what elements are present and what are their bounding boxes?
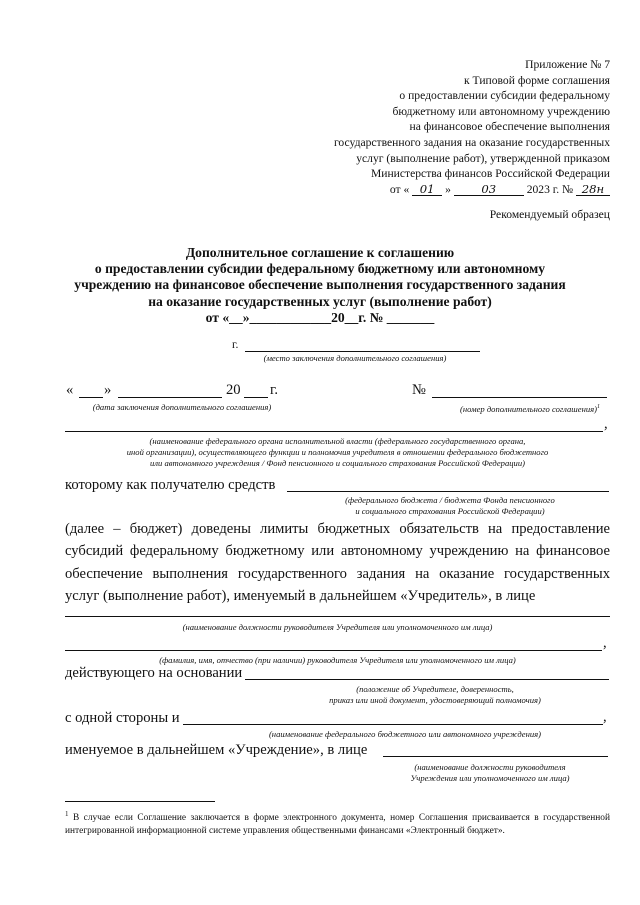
founder-name-caption: (фамилия, имя, отчество (при наличии) руководителя Учредителя или уполномоченного им лица) <box>159 655 516 665</box>
appendix-line: Приложение № 7 <box>525 58 610 71</box>
number-caption: (номер дополнительного соглашения)$^1$ <box>460 403 600 414</box>
date-year-field[interactable] <box>244 383 268 398</box>
main-paragraph: (далее – бюджет) доведены лимиты бюджетных обязательств на предоставление субсидий федеральному бюджетному или автономному учреждению на финансовое обеспечение выполнения государственного задания на оказание государственных услуг (выполнение работ), именуемый в дальнейшем «Учредитель», в лице <box>65 521 610 605</box>
recommended-sample-label: Рекомендуемый образец <box>489 208 610 221</box>
founder-position-field[interactable] <box>65 614 610 617</box>
authority-field[interactable] <box>65 419 603 432</box>
basis-label: действующего на основании <box>65 665 243 681</box>
document-title <box>40 245 600 326</box>
founder-name-comma: , <box>603 635 607 651</box>
appendix-date-line: от « 01 » 03 2023 г. № 28н <box>280 182 610 198</box>
footnote-text: В случае если Соглашение заключается в форме электронного документа, номер Соглашения присваивается в государственной интегрированной информационной системе управления общественными финансами «Электронный бюджет». <box>65 813 610 836</box>
title-line: Дополнительное соглашение к соглашению <box>185 245 455 260</box>
place-field[interactable] <box>245 339 480 352</box>
appendix-line: бюджетному или автономному учреждению <box>392 104 610 118</box>
date-quote-close: » <box>104 382 112 398</box>
title-date-line: от «__»____________20__г. № _______ <box>205 309 435 325</box>
footnote-ref: 1 <box>597 404 600 410</box>
party-caption: (наименование федерального бюджетного или автономного учреждения) <box>268 729 542 739</box>
appendix-line: к Типовой форме соглашения <box>464 73 610 87</box>
appendix-date-month: 03 <box>454 183 524 196</box>
founder-name-field[interactable] <box>65 638 602 651</box>
founder-position-caption: (наименование должности руководителя Учредителя или уполномоченного им лица) <box>182 622 493 632</box>
number-prefix: № <box>412 382 426 398</box>
title-line: на оказание государственных услуг (выполнение работ) <box>148 293 492 309</box>
date-year-prefix: 20 <box>226 382 241 398</box>
authority-caption: (наименование федерального органа исполнительной власти (федерального государственного органа, иной организации), осуществляющего функции и полномочия учредителя в отношении федерального бюджетного или автономного учреждения / Фонд пенсионного и социального страхования Российской Федерации) <box>126 436 549 468</box>
date-caption: (дата заключения дополнительного соглашения) <box>92 402 272 412</box>
basis-field[interactable] <box>245 665 609 680</box>
recipient-field[interactable] <box>287 477 609 492</box>
footnote <box>65 808 610 837</box>
appendix-line: о предоставлении субсидии федеральному <box>399 89 610 103</box>
footnote-divider <box>65 801 215 802</box>
authority-comma: , <box>604 416 608 432</box>
party-comma: , <box>603 709 607 725</box>
institution-field[interactable] <box>383 742 608 757</box>
appendix-line: Министерства финансов Российской Федерации <box>370 167 610 181</box>
number-field[interactable] <box>432 383 607 398</box>
party-field[interactable] <box>183 710 603 725</box>
date-year-suffix: г. <box>270 382 278 398</box>
date-month-field[interactable] <box>118 383 222 398</box>
appendix-date-day: 01 <box>412 183 442 196</box>
place-prefix: г. <box>232 338 239 351</box>
institution-caption: (наименование должности руководителя Учреждения или уполномоченного им лица) <box>410 762 570 783</box>
title-line: учреждению на финансовое обеспечение выполнения государственного задания <box>74 277 566 293</box>
appendix-line: государственного задания на оказание государственных <box>333 135 610 149</box>
institution-label: именуемое в дальнейшем «Учреждение», в лице <box>65 742 368 758</box>
appendix-header <box>280 57 610 197</box>
footnote-mark: 1 <box>65 810 69 818</box>
date-day-field[interactable] <box>79 383 103 398</box>
appendix-line: услуг (выполнение работ), утвержденной приказом <box>356 151 610 165</box>
appendix-order-number: 28н <box>576 183 610 196</box>
party-label: с одной стороны и <box>65 710 180 726</box>
appendix-line: на финансовое обеспечение выполнения <box>409 120 610 134</box>
date-quote-open: « <box>66 382 74 398</box>
recipient-label: которому как получателю средств <box>65 477 276 493</box>
place-caption: (место заключения дополнительного соглашения) <box>263 353 447 363</box>
recipient-caption: (федерального бюджета / бюджета Фонда пенсионного и социального страхования Российской Федерации) <box>345 495 555 516</box>
title-line: о предоставлении субсидии федеральному бюджетному или автономному <box>94 261 546 277</box>
basis-caption: (положение об Учредителе, доверенность, приказ или иной документ, удостоверяющий полномочия) <box>329 684 541 705</box>
